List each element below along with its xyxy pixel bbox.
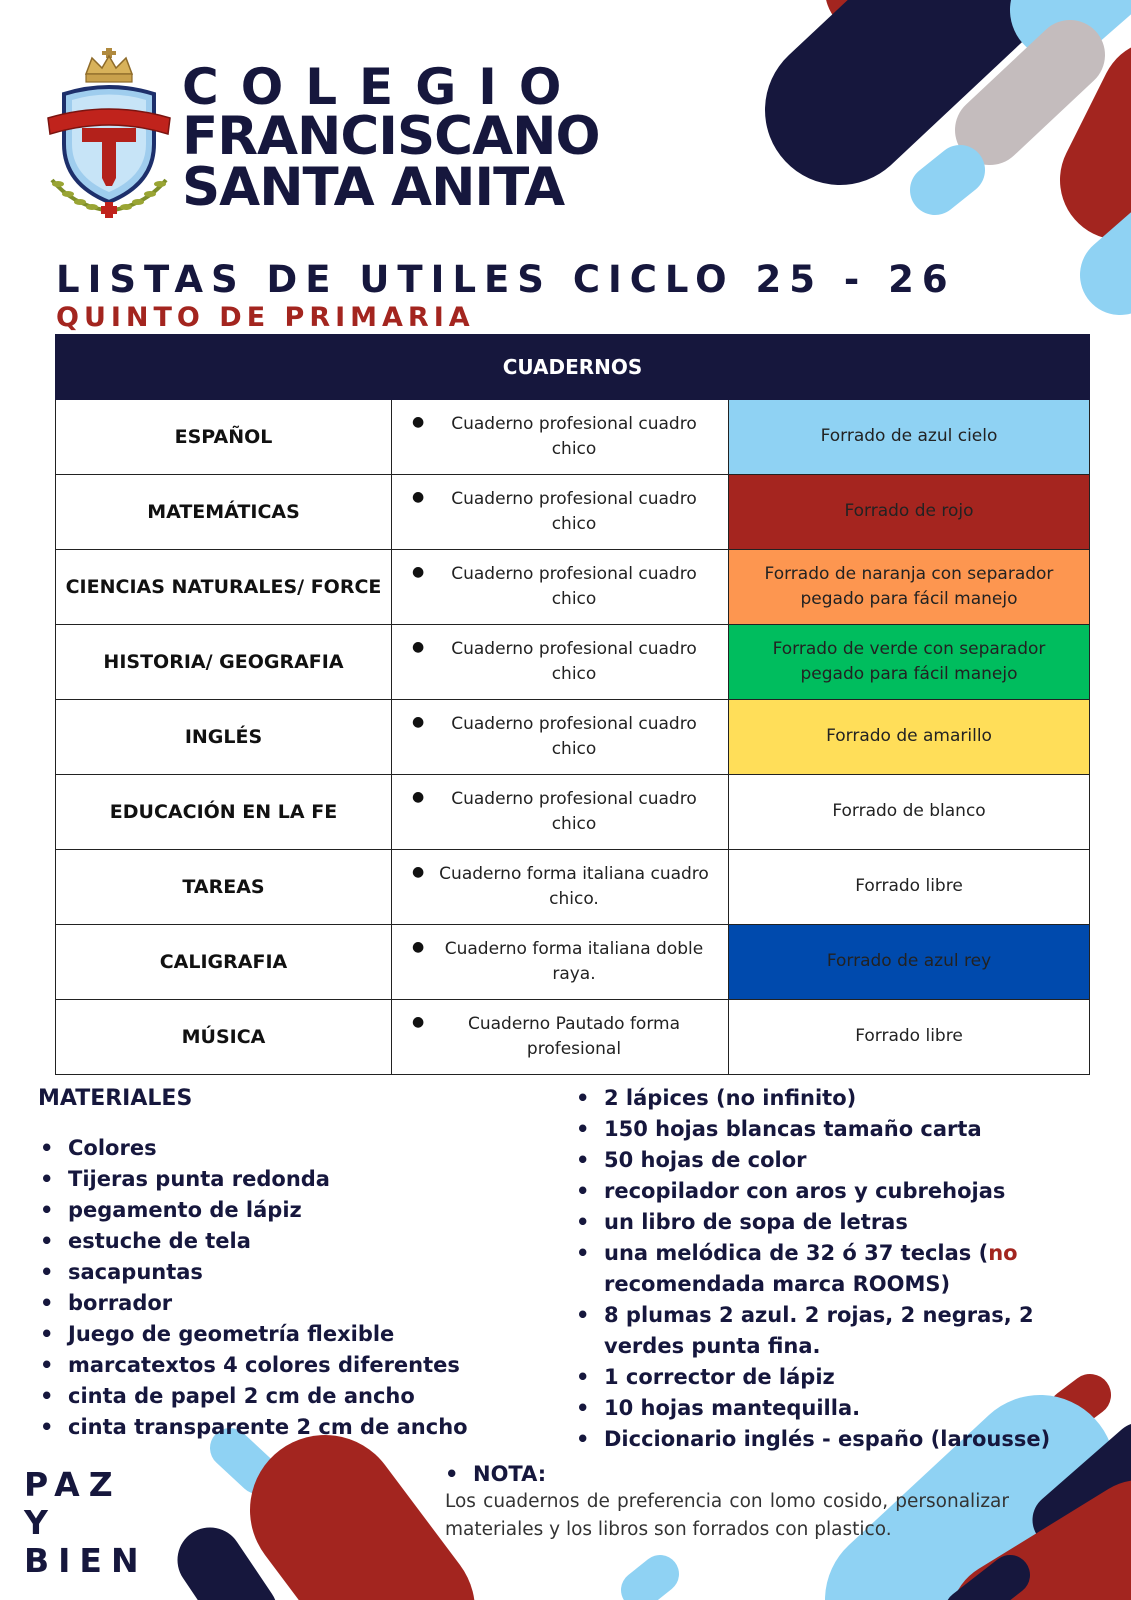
- subject-cell: EDUCACIÓN EN LA FE: [56, 775, 392, 850]
- notebook-cell: [392, 400, 729, 475]
- list-item: [38, 1350, 498, 1381]
- cover-cell: Forrado de blanco: [729, 775, 1090, 850]
- list-item-text: Tijeras punta redonda: [68, 1167, 330, 1191]
- list-item-text: cinta de papel 2 cm de ancho: [68, 1384, 415, 1408]
- school-name-line1: COLEGIO: [182, 58, 584, 116]
- cover-cell: Forrado de rojo: [729, 475, 1090, 550]
- notebook-cell: [392, 475, 729, 550]
- notebook-cell: [392, 1000, 729, 1075]
- list-item-text: 150 hojas blancas tamaño carta: [604, 1117, 982, 1141]
- subject-cell: MÚSICA: [56, 1000, 392, 1075]
- bullet-icon: ●: [412, 864, 425, 880]
- bullet-icon: ●: [412, 414, 425, 430]
- table-row: [56, 625, 1090, 700]
- school-name-line3: SANTA ANITA: [182, 157, 565, 218]
- table-row: [56, 400, 1090, 475]
- cover-cell: Forrado libre: [729, 1000, 1090, 1075]
- nota-title: • NOTA:: [445, 1462, 546, 1486]
- subject-cell: INGLÉS: [56, 700, 392, 775]
- table-row: [56, 850, 1090, 925]
- list-item: [574, 1362, 1104, 1393]
- list-item-text: borrador: [68, 1291, 173, 1315]
- list-item-text: recopilador con aros y cubrehojas: [604, 1179, 1006, 1203]
- list-item-text: un libro de sopa de letras: [604, 1210, 908, 1234]
- motto-line2: Y: [24, 1503, 57, 1542]
- cover-cell: Forrado de naranja con separador pegado para fácil manejo: [729, 550, 1090, 625]
- notebook-text: Cuaderno profesional cuadro chico: [451, 488, 697, 534]
- bullet-icon: ●: [412, 789, 425, 805]
- materiales-title: MATERIALES: [38, 1086, 193, 1111]
- materiales-list-left: [38, 1133, 498, 1443]
- grade-title: QUINTO DE PRIMARIA: [56, 302, 475, 333]
- list-item-text: pegamento de lápiz: [68, 1198, 302, 1222]
- list-item: [38, 1133, 498, 1164]
- list-item-text: 1 corrector de lápiz: [604, 1365, 835, 1389]
- bullet-icon: ●: [412, 639, 425, 655]
- list-item-text: 10 hojas mantequilla.: [604, 1396, 861, 1420]
- cover-cell: Forrado de verde con separador pegado para fácil manejo: [729, 625, 1090, 700]
- school-name: [182, 58, 600, 218]
- notebook-text: Cuaderno profesional cuadro chico: [451, 413, 697, 459]
- bullet-icon: ●: [412, 939, 425, 955]
- list-item-text: sacapuntas: [68, 1260, 203, 1284]
- notebook-text: Cuaderno forma italiana doble raya.: [444, 938, 704, 984]
- list-item-text: Juego de geometría flexible: [68, 1322, 395, 1346]
- cover-cell: Forrado libre: [729, 850, 1090, 925]
- list-item: [574, 1300, 1104, 1362]
- notebook-cell: [392, 700, 729, 775]
- notebook-text: Cuaderno forma italiana cuadro chico.: [439, 863, 709, 909]
- cover-cell: Forrado de amarillo: [729, 700, 1090, 775]
- list-item-text: Colores: [68, 1136, 157, 1160]
- table-row: [56, 775, 1090, 850]
- subject-cell: CIENCIAS NATURALES/ FORCE: [56, 550, 392, 625]
- table-row: [56, 475, 1090, 550]
- list-item-text: 8 plumas 2 azul. 2 rojas, 2 negras, 2 verdes punta fina.: [604, 1303, 1034, 1358]
- notebook-cell: [392, 550, 729, 625]
- list-item-text: estuche de tela: [68, 1229, 251, 1253]
- notebook-cell: [392, 625, 729, 700]
- table-row: [56, 700, 1090, 775]
- cuadernos-body: [56, 400, 1090, 1075]
- list-item-text: Diccionario inglés - españo (larousse): [604, 1427, 1051, 1451]
- list-item: [38, 1319, 498, 1350]
- notebook-text: Cuaderno profesional cuadro chico: [451, 563, 697, 609]
- materiales-list-right: [574, 1083, 1104, 1455]
- list-item: [574, 1083, 1104, 1114]
- list-item-text: 2 lápices (no infinito): [604, 1086, 857, 1110]
- notebook-text: Cuaderno profesional cuadro chico: [451, 713, 697, 759]
- subject-cell: MATEMÁTICAS: [56, 475, 392, 550]
- notebook-cell: [392, 925, 729, 1000]
- list-item-text: 50 hojas de color: [604, 1148, 807, 1172]
- list-item: [38, 1257, 498, 1288]
- list-item: [574, 1114, 1104, 1145]
- list-item-text-rest: recomendada marca ROOMS): [604, 1272, 951, 1296]
- list-item-text: cinta transparente 2 cm de ancho: [68, 1415, 468, 1439]
- subject-cell: CALIGRAFIA: [56, 925, 392, 1000]
- bullet-icon: ●: [412, 489, 425, 505]
- list-item: [38, 1164, 498, 1195]
- cuadernos-table: [55, 334, 1090, 1075]
- list-item: [38, 1226, 498, 1257]
- table-row: [56, 550, 1090, 625]
- list-item: [574, 1176, 1104, 1207]
- motto-line3: BIEN: [24, 1541, 148, 1580]
- list-item: [574, 1238, 1104, 1300]
- cover-cell: Forrado de azul rey: [729, 925, 1090, 1000]
- subject-cell: ESPAÑOL: [56, 400, 392, 475]
- school-crest-logo: [42, 44, 176, 220]
- bullet-icon: ●: [412, 714, 425, 730]
- emphasis-no: no: [988, 1241, 1018, 1265]
- list-item-text: marcatextos 4 colores diferentes: [68, 1353, 460, 1377]
- list-item: [38, 1412, 498, 1443]
- list-title: LISTAS DE UTILES CICLO 25 - 26: [56, 258, 956, 301]
- list-item: [574, 1207, 1104, 1238]
- table-row: [56, 925, 1090, 1000]
- list-item: [574, 1393, 1104, 1424]
- list-item: [574, 1424, 1104, 1455]
- cuadernos-header: CUADERNOS: [56, 335, 1090, 400]
- motto-line1: PAZ: [24, 1465, 122, 1504]
- motto: [24, 1466, 148, 1580]
- notebook-text: Cuaderno Pautado forma profesional: [468, 1013, 680, 1059]
- notebook-text: Cuaderno profesional cuadro chico: [451, 788, 697, 834]
- list-item: [38, 1288, 498, 1319]
- notebook-cell: [392, 775, 729, 850]
- table-row: [56, 1000, 1090, 1075]
- list-item-text: una melódica de 32 ó 37 teclas (: [604, 1241, 989, 1265]
- subject-cell: HISTORIA/ GEOGRAFIA: [56, 625, 392, 700]
- nota-text: Los cuadernos de preferencia con lomo cosido, personalizar materiales y los libros son forrados con plastico.: [445, 1491, 1009, 1540]
- cover-cell: Forrado de azul cielo: [729, 400, 1090, 475]
- bullet-icon: ●: [412, 564, 425, 580]
- list-item: [38, 1381, 498, 1412]
- list-item: [38, 1195, 498, 1226]
- notebook-cell: [392, 850, 729, 925]
- subject-cell: TAREAS: [56, 850, 392, 925]
- list-item: [574, 1145, 1104, 1176]
- bullet-icon: ●: [412, 1014, 425, 1030]
- notebook-text: Cuaderno profesional cuadro chico: [451, 638, 697, 684]
- school-name-line2: FRANCISCANO: [182, 106, 600, 167]
